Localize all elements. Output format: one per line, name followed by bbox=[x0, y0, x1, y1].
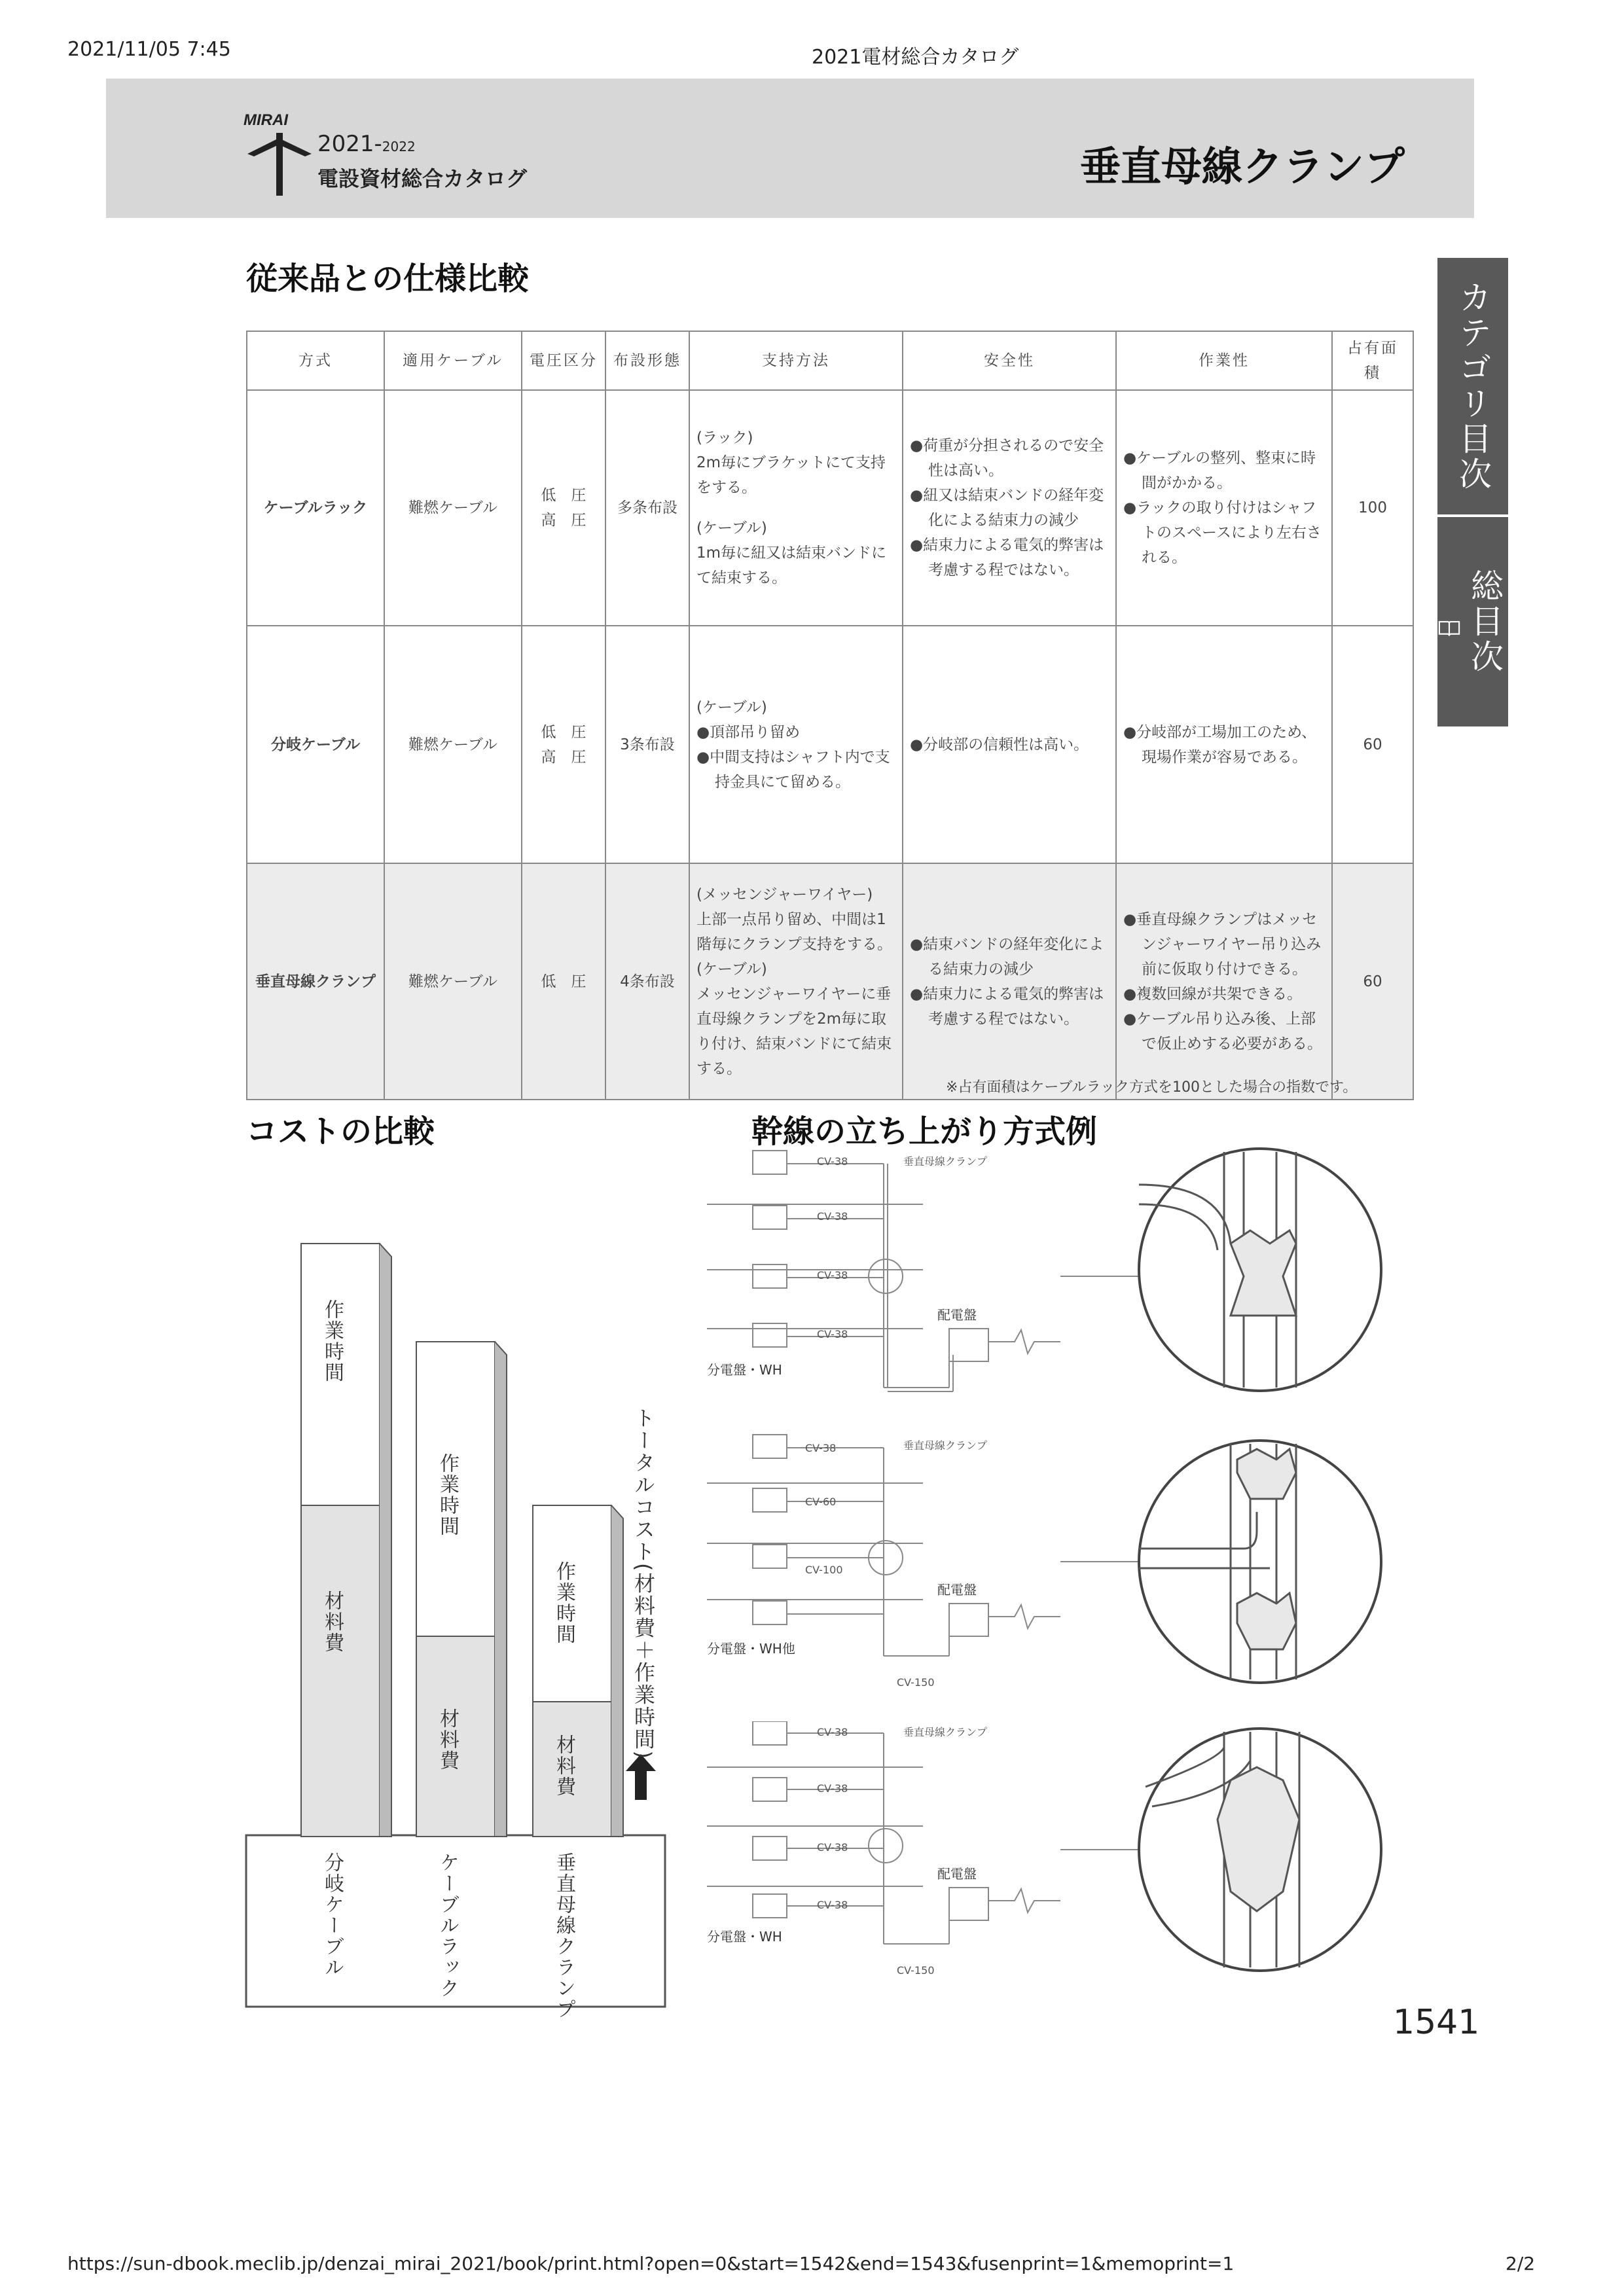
bar-label-material: 材料費 bbox=[552, 1734, 575, 1797]
print-url: https://sun-dbook.meclib.jp/denzai_mirai_2021/book/print.html?open=0&start=1542&end=1543&fusenprint=1&memoprint=1 bbox=[67, 2253, 1235, 2274]
cable-label: CV-38 bbox=[817, 1328, 848, 1340]
cable-label: CV-100 bbox=[805, 1564, 843, 1576]
cable-label: CV-150 bbox=[897, 1676, 935, 1689]
cable-cell: 難燃ケーブル bbox=[384, 863, 522, 1100]
cable-label: CV-38 bbox=[805, 1442, 837, 1454]
method-cell: 垂直母線クランプ bbox=[247, 863, 384, 1100]
header-cell: 安全性 bbox=[903, 331, 1116, 390]
method-cell: ケーブルラック bbox=[247, 390, 384, 626]
bar-name: 分岐ケーブル bbox=[321, 1852, 344, 1978]
book-icon bbox=[1437, 615, 1461, 641]
area-cell: 100 bbox=[1332, 390, 1413, 626]
table-row bbox=[247, 390, 1413, 626]
print-doc-title: 2021電材総合カタログ bbox=[812, 46, 1019, 69]
panel-label: 配電盤 bbox=[937, 1582, 977, 1598]
table-row bbox=[247, 863, 1413, 1100]
header-cell: 方式 bbox=[247, 331, 384, 390]
cost-section-title: コストの比較 bbox=[246, 1113, 435, 1150]
cost-bar-clamp bbox=[533, 1505, 623, 1837]
area-cell: 60 bbox=[1332, 626, 1413, 863]
bar-label-work: 作業時間 bbox=[321, 1299, 344, 1383]
header-cell: 電圧区分 bbox=[522, 331, 605, 390]
cable-label: CV-150 bbox=[897, 1964, 935, 1977]
print-datetime: 2021/11/05 7:45 bbox=[67, 38, 231, 61]
table-row bbox=[247, 626, 1413, 863]
bar-name: ケーブルラック bbox=[436, 1852, 459, 1999]
page-number: 1541 bbox=[1393, 2003, 1480, 2042]
workability-cell: ●垂直母線クランプはメッセンジャーワイヤー吊り込み前に仮取り付けできる。 ●複数回線が共架できる。 ●ケーブル吊り込み後、上部で仮止めする必要がある。 bbox=[1116, 863, 1332, 1100]
layout-cell: 3条布設 bbox=[605, 626, 689, 863]
cable-label: CV-38 bbox=[817, 1899, 848, 1911]
cost-bar-rack bbox=[416, 1342, 507, 1837]
panel-label: 配電盤 bbox=[937, 1866, 977, 1882]
header-cell: 占有面積 bbox=[1332, 331, 1413, 390]
cable-label: CV-38 bbox=[817, 1155, 848, 1168]
cable-label: CV-38 bbox=[817, 1726, 848, 1738]
voltage-cell: 低 圧 高 圧 bbox=[522, 626, 605, 863]
page-heading: 垂直母線クランプ bbox=[1080, 143, 1405, 190]
riser-diagram-1 bbox=[707, 1145, 1440, 1433]
table-header-row bbox=[247, 331, 1413, 390]
spec-comparison-table bbox=[246, 331, 1414, 1100]
tab-overall-index[interactable] bbox=[1437, 517, 1508, 726]
support-cell: (メッセンジャーワイヤー) 上部一点吊り留め、中間は1階毎にクランプ支持をする。 (ケーブル) メッセンジャーワイヤーに垂直母線クランプを2m毎に取り付け、結束バンドにて結束する。 bbox=[689, 863, 903, 1100]
cable-label: CV-38 bbox=[817, 1210, 848, 1223]
header-cell: 作業性 bbox=[1116, 331, 1332, 390]
cost-bar-bunki bbox=[301, 1244, 391, 1837]
layout-cell: 多条布設 bbox=[605, 390, 689, 626]
workability-cell: ●分岐部が工場加工のため、現場作業が容易である。 bbox=[1116, 626, 1332, 863]
cable-cell: 難燃ケーブル bbox=[384, 626, 522, 863]
clamp-label: 垂直母線クランプ bbox=[903, 1439, 988, 1452]
cable-label: CV-38 bbox=[817, 1841, 848, 1854]
area-footnote: ※占有面積はケーブルラック方式を100とした場合の指数です。 bbox=[946, 1079, 1358, 1096]
catalog-name: 電設資材総合カタログ bbox=[317, 166, 528, 191]
tab-category-index[interactable] bbox=[1437, 258, 1508, 514]
panel-label: 配電盤 bbox=[937, 1307, 977, 1323]
catalog-year: 2021-2022 bbox=[317, 131, 416, 157]
brand-logo-icon bbox=[242, 108, 321, 200]
safety-cell: ●荷重が分担されるので安全性は高い。 ●紐又は結束バンドの経年変化による結束力の減少 ●結束力による電気的弊害は考慮する程ではない。 bbox=[903, 390, 1116, 626]
voltage-cell: 低 圧 高 圧 bbox=[522, 390, 605, 626]
layout-cell: 4条布設 bbox=[605, 863, 689, 1100]
total-cost-arrow-icon bbox=[626, 1754, 656, 1800]
safety-cell: ●結束バンドの経年変化による結束力の減少 ●結束力による電気的弊害は考慮する程ではない。 bbox=[903, 863, 1116, 1100]
riser-diagram-3 bbox=[707, 1721, 1440, 2009]
cable-label: CV-38 bbox=[817, 1782, 848, 1795]
header-cell: 支持方法 bbox=[689, 331, 903, 390]
tab-category-label: カテゴリ目次 bbox=[1454, 280, 1492, 492]
brand-logo-text: MIRAI bbox=[244, 111, 288, 129]
board-label: 分電盤・WH bbox=[707, 1929, 782, 1945]
clamp-label: 垂直母線クランプ bbox=[903, 1155, 988, 1168]
print-page-indicator: 2/2 bbox=[1506, 2253, 1536, 2274]
spec-section-title: 従来品との仕様比較 bbox=[246, 260, 530, 297]
workability-cell: ●ケーブルの整列、整束に時間がかかる。 ●ラックの取り付けはシャフトのスペースにより左右される。 bbox=[1116, 390, 1332, 626]
safety-cell: ●分岐部の信頼性は高い。 bbox=[903, 626, 1116, 863]
bar-name: 垂直母線クランプ bbox=[552, 1852, 575, 2020]
bar-label-material: 材料費 bbox=[321, 1590, 344, 1653]
bar-material bbox=[301, 1505, 380, 1837]
clamp-label: 垂直母線クランプ bbox=[903, 1726, 988, 1738]
method-cell: 分岐ケーブル bbox=[247, 626, 384, 863]
bar-label-work: 作業時間 bbox=[436, 1453, 459, 1537]
cable-label: CV-60 bbox=[805, 1496, 837, 1508]
bar-label-material: 材料費 bbox=[436, 1708, 459, 1771]
voltage-cell: 低 圧 bbox=[522, 863, 605, 1100]
board-label: 分電盤・WH bbox=[707, 1362, 782, 1378]
riser-section-title: 幹線の立ち上がり方式例 bbox=[751, 1113, 1098, 1150]
header-cell: 布設形態 bbox=[605, 331, 689, 390]
board-label: 分電盤・WH他 bbox=[707, 1641, 795, 1657]
support-cell: (ケーブル) ●頂部吊り留め ●中間支持はシャフト内で支持金具にて留める。 bbox=[689, 626, 903, 863]
total-cost-label: トータルコスト(材料費＋作業時間) bbox=[631, 1407, 656, 1760]
support-cell: (ラック) 2m毎にブラケットにて支持をする。 (ケーブル) 1m毎に紐又は結束バンドにて結束する。 bbox=[689, 390, 903, 626]
cable-label: CV-38 bbox=[817, 1269, 848, 1282]
area-cell: 60 bbox=[1332, 863, 1413, 1100]
riser-diagram-2 bbox=[707, 1433, 1440, 1721]
tab-overall-label: 総目次 bbox=[1466, 569, 1504, 675]
header-cell: 適用ケーブル bbox=[384, 331, 522, 390]
bar-label-work: 作業時間 bbox=[552, 1561, 575, 1645]
cable-cell: 難燃ケーブル bbox=[384, 390, 522, 626]
